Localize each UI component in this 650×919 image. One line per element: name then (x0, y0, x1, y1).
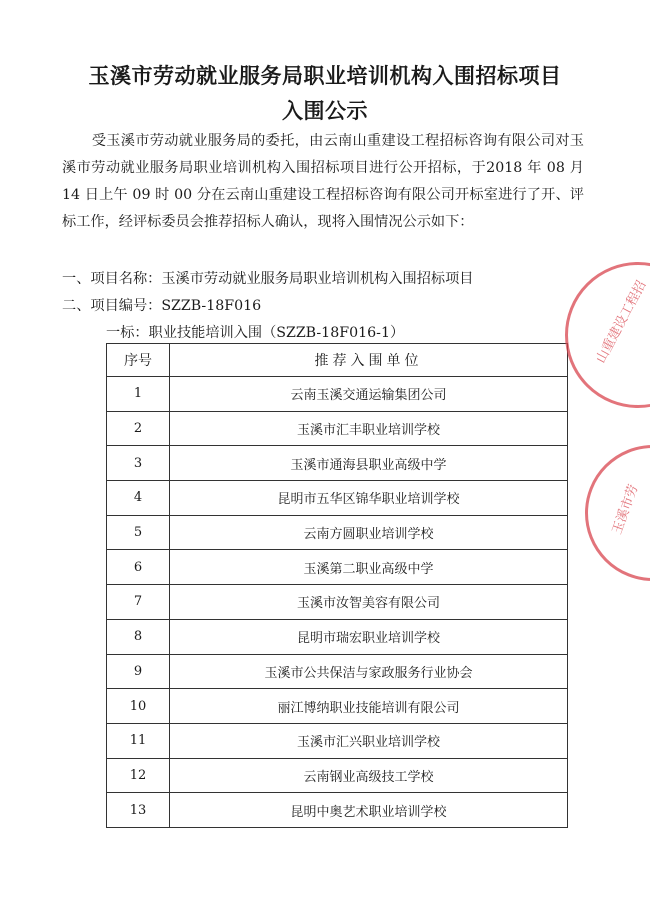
row-number: 8 (107, 619, 170, 654)
table-row (107, 550, 568, 585)
page-title: 玉溪市劳动就业服务局职业培训机构入围招标项目 (88, 64, 562, 88)
table-row (107, 585, 568, 620)
row-number: 5 (107, 515, 170, 550)
row-unit-name: 玉溪市公共保洁与家政服务行业协会 (170, 654, 568, 689)
table-row (107, 793, 568, 828)
table-row (107, 446, 568, 481)
row-number: 7 (107, 585, 170, 620)
header-no: 序号 (107, 344, 170, 377)
row-number: 9 (107, 654, 170, 689)
header-unit: 推荐入围单位 (170, 344, 568, 377)
row-unit-name: 丽江博纳职业技能培训有限公司 (170, 689, 568, 724)
row-number: 2 (107, 411, 170, 446)
row-number: 11 (107, 723, 170, 758)
table-row (107, 723, 568, 758)
page-subtitle: 入围公示 (282, 99, 368, 123)
results-table (106, 343, 568, 828)
table-row (107, 377, 568, 412)
table-header-row (107, 344, 568, 377)
row-unit-name: 云南钢业高级技工学校 (170, 758, 568, 793)
row-unit-name: 云南方圆职业培训学校 (170, 515, 568, 550)
row-unit-name: 玉溪市汇兴职业培训学校 (170, 723, 568, 758)
row-number: 4 (107, 481, 170, 516)
row-number: 10 (107, 689, 170, 724)
row-unit-name: 昆明中奥艺术职业培训学校 (170, 793, 568, 828)
table-row (107, 654, 568, 689)
table-row (107, 515, 568, 550)
row-number: 3 (107, 446, 170, 481)
official-stamp-2 (585, 445, 650, 581)
row-number: 1 (107, 377, 170, 412)
table-row (107, 758, 568, 793)
table-row (107, 481, 568, 516)
row-number: 6 (107, 550, 170, 585)
table-row (107, 619, 568, 654)
row-unit-name: 玉溪市汇丰职业培训学校 (170, 411, 568, 446)
intro-paragraph: 受玉溪市劳动就业服务局的委托，由云南山重建设工程招标咨询有限公司对玉溪市劳动就业服务局职业培训机构入围招标项目进行公开招标，于2018 年 08 月 14 日上午 09 时 00 分在云南山重建设工程招标咨询有限公司开标室进行了开、评标工作，经评标委员会推荐招标人确认，现将入围情况公示如下： (62, 133, 584, 230)
stamp-text-2: 玉溪市劳 (609, 482, 642, 537)
row-number: 12 (107, 758, 170, 793)
project-name-line: 一、项目名称：玉溪市劳动就业服务局职业培训机构入围招标项目 (62, 271, 474, 287)
row-unit-name: 玉溪市通海县职业高级中学 (170, 446, 568, 481)
row-unit-name: 昆明市瑞宏职业培训学校 (170, 619, 568, 654)
table-row (107, 411, 568, 446)
official-stamp (565, 262, 650, 408)
project-number-line: 二、项目编号：SZZB-18F016 (62, 298, 262, 314)
row-unit-name: 云南玉溪交通运输集团公司 (170, 377, 568, 412)
row-unit-name: 玉溪市汝智美容有限公司 (170, 585, 568, 620)
row-unit-name: 玉溪第二职业高级中学 (170, 550, 568, 585)
table-row (107, 689, 568, 724)
row-number: 13 (107, 793, 170, 828)
row-unit-name: 昆明市五华区锦华职业培训学校 (170, 481, 568, 516)
stamp-text: 山重建设工程招 (593, 278, 650, 366)
lot-heading: 一标：职业技能培训入围（SZZB-18F016-1） (106, 325, 405, 341)
